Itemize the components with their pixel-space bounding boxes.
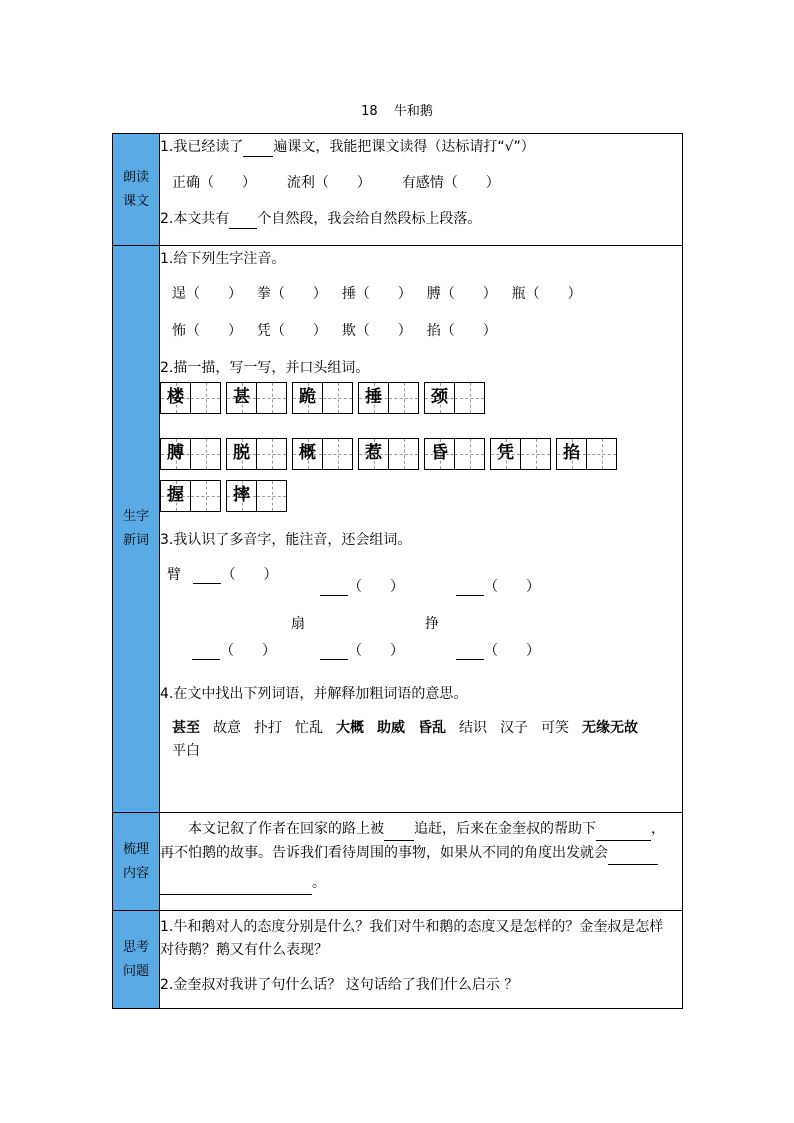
pinyin-item[interactable]: 拳（ ） bbox=[256, 286, 327, 302]
vocab-item: 结识 bbox=[459, 720, 487, 736]
vocab-item: 甚至 bbox=[172, 720, 200, 736]
trace-grid-row-3 bbox=[160, 480, 682, 516]
lesson-title: 牛和鹅 bbox=[393, 104, 433, 119]
summary-blank-1[interactable] bbox=[384, 826, 414, 841]
page-title bbox=[0, 100, 794, 119]
polyphone-group-3-top: （ ） bbox=[456, 576, 540, 596]
read-count-blank[interactable] bbox=[243, 142, 273, 157]
pinyin-row-1 bbox=[160, 284, 682, 304]
lesson-number: 18 bbox=[361, 104, 378, 119]
trace-cell[interactable]: 摔 bbox=[226, 480, 288, 512]
vocab-item: 大概 bbox=[336, 720, 364, 736]
think-q1-line2: 对待鹅？鹅又有什么表现？ bbox=[160, 942, 328, 958]
words-q3: 3.我认识了多音字，能注音，还会组词。 bbox=[160, 532, 412, 548]
words-q4: 4.在文中找出下列词语，并解释加粗词语的意思。 bbox=[160, 686, 468, 702]
think-q1-line1: 1.牛和鹅对人的态度分别是什么？我们对牛和鹅的态度又是怎样的？金奎叔是怎样 bbox=[160, 919, 664, 935]
trace-cell[interactable]: 握 bbox=[160, 480, 222, 512]
pinyin-item[interactable]: 怖（ ） bbox=[172, 323, 242, 339]
trace-cell[interactable]: 楼 bbox=[160, 382, 222, 414]
section-think bbox=[113, 911, 683, 1009]
section-label-summary: 梳理 内容 bbox=[113, 813, 160, 911]
vocab-item: 汉子 bbox=[500, 720, 528, 736]
read-option-emotion[interactable]: 有感情（ ） bbox=[401, 175, 500, 191]
trace-cell[interactable]: 跪 bbox=[292, 382, 354, 414]
trace-cell[interactable]: 捶 bbox=[358, 382, 420, 414]
read-option-fluent[interactable]: 流利（ ） bbox=[286, 175, 371, 191]
paragraph-count-blank[interactable] bbox=[229, 214, 257, 229]
polyphone-blank[interactable] bbox=[320, 581, 348, 596]
trace-grid-row-2 bbox=[160, 438, 682, 474]
trace-cell[interactable]: 昏 bbox=[424, 438, 486, 470]
pinyin-item[interactable]: 凭（ ） bbox=[256, 323, 327, 339]
section-read bbox=[113, 134, 683, 246]
vocab-item: 昏乱 bbox=[418, 720, 446, 736]
vocab-item: 无缘无故 bbox=[582, 720, 638, 736]
read-option-correct[interactable]: 正确（ ） bbox=[172, 175, 256, 191]
trace-cell[interactable]: 惹 bbox=[358, 438, 420, 470]
section-label-words: 生字 新词 bbox=[113, 246, 160, 813]
trace-cell[interactable]: 颈 bbox=[424, 382, 486, 414]
read-options bbox=[160, 173, 682, 193]
pinyin-item[interactable]: 膊（ ） bbox=[426, 286, 497, 302]
trace-cell[interactable]: 概 bbox=[292, 438, 354, 470]
section-words bbox=[113, 246, 683, 813]
trace-cell[interactable]: 甚 bbox=[226, 382, 288, 414]
polyphone-blank[interactable] bbox=[456, 645, 484, 660]
trace-cell[interactable]: 掐 bbox=[556, 438, 618, 470]
section-body-summary: 本文记叙了作者在回家的路上被 追赶，后来在金奎叔的帮助下 ， 再不怕鹅的故事。告诉我们看待周围的事物，如果从不同的角度出发就会 。 bbox=[160, 813, 683, 911]
section-label-think: 思考 问题 bbox=[113, 911, 160, 1009]
trace-grid-row-1 bbox=[160, 382, 682, 418]
section-body-read bbox=[160, 134, 683, 246]
summary-blank-4[interactable] bbox=[160, 880, 312, 895]
section-label-read: 朗读 课文 bbox=[113, 134, 160, 246]
pinyin-item[interactable]: 瓶（ ） bbox=[511, 286, 582, 302]
section-body-words bbox=[160, 246, 683, 813]
summary-blank-3[interactable] bbox=[608, 850, 658, 865]
think-q2: 2.金奎叔对我讲了句什么话？ 这句话给了我们什么启示 ？ bbox=[160, 977, 519, 993]
pinyin-item[interactable]: 掐（ ） bbox=[426, 323, 497, 339]
worksheet-table bbox=[112, 133, 683, 1009]
polyphone-bottom-row: （ ） （ ） （ ） bbox=[160, 640, 682, 672]
section-summary bbox=[113, 813, 683, 911]
polyphone-group-2-top: （ ） bbox=[320, 576, 404, 596]
words-q2: 2.描一描，写一写，并口头组词。 bbox=[160, 360, 370, 376]
polyphone-blank[interactable] bbox=[193, 569, 221, 584]
section-body-think bbox=[160, 911, 683, 1009]
vocab-item: 忙乱 bbox=[295, 720, 323, 736]
vocab-item: 故意 bbox=[213, 720, 241, 736]
polyphone-blank[interactable] bbox=[320, 645, 348, 660]
polyphone-char-1: 臂 bbox=[167, 567, 181, 583]
polyphone-char-3: 挣 bbox=[425, 616, 439, 632]
pinyin-row-2 bbox=[160, 321, 682, 341]
read-q1: 1.我已经读了 遍课文，我能把课文读得（达标请打“√”） bbox=[160, 139, 535, 155]
vocab-item: 扑打 bbox=[254, 720, 282, 736]
vocab-item: 可笑 bbox=[541, 720, 569, 736]
trace-cell[interactable]: 脱 bbox=[226, 438, 288, 470]
polyphone-char-2: 扇 bbox=[291, 616, 305, 632]
trace-cell[interactable]: 凭 bbox=[490, 438, 552, 470]
vocab-list bbox=[160, 718, 682, 738]
trace-cell[interactable]: 膊 bbox=[160, 438, 222, 470]
polyphone-group-1-top: 臂 （ ） bbox=[167, 567, 278, 583]
vocab-item-last: 平白 bbox=[172, 743, 200, 759]
summary-blank-2[interactable] bbox=[596, 826, 651, 841]
vocab-item: 助威 bbox=[377, 720, 405, 736]
pinyin-item[interactable]: 捶（ ） bbox=[341, 286, 412, 302]
polyphone-blank[interactable] bbox=[456, 581, 484, 596]
polyphone-blank[interactable] bbox=[192, 645, 220, 660]
read-q2: 2.本文共有 个自然段，我会给自然段标上段落。 bbox=[160, 211, 482, 227]
words-q1: 1.给下列生字注音。 bbox=[160, 251, 286, 267]
pinyin-item[interactable]: 欺（ ） bbox=[341, 323, 412, 339]
pinyin-item[interactable]: 逞（ ） bbox=[172, 286, 242, 302]
